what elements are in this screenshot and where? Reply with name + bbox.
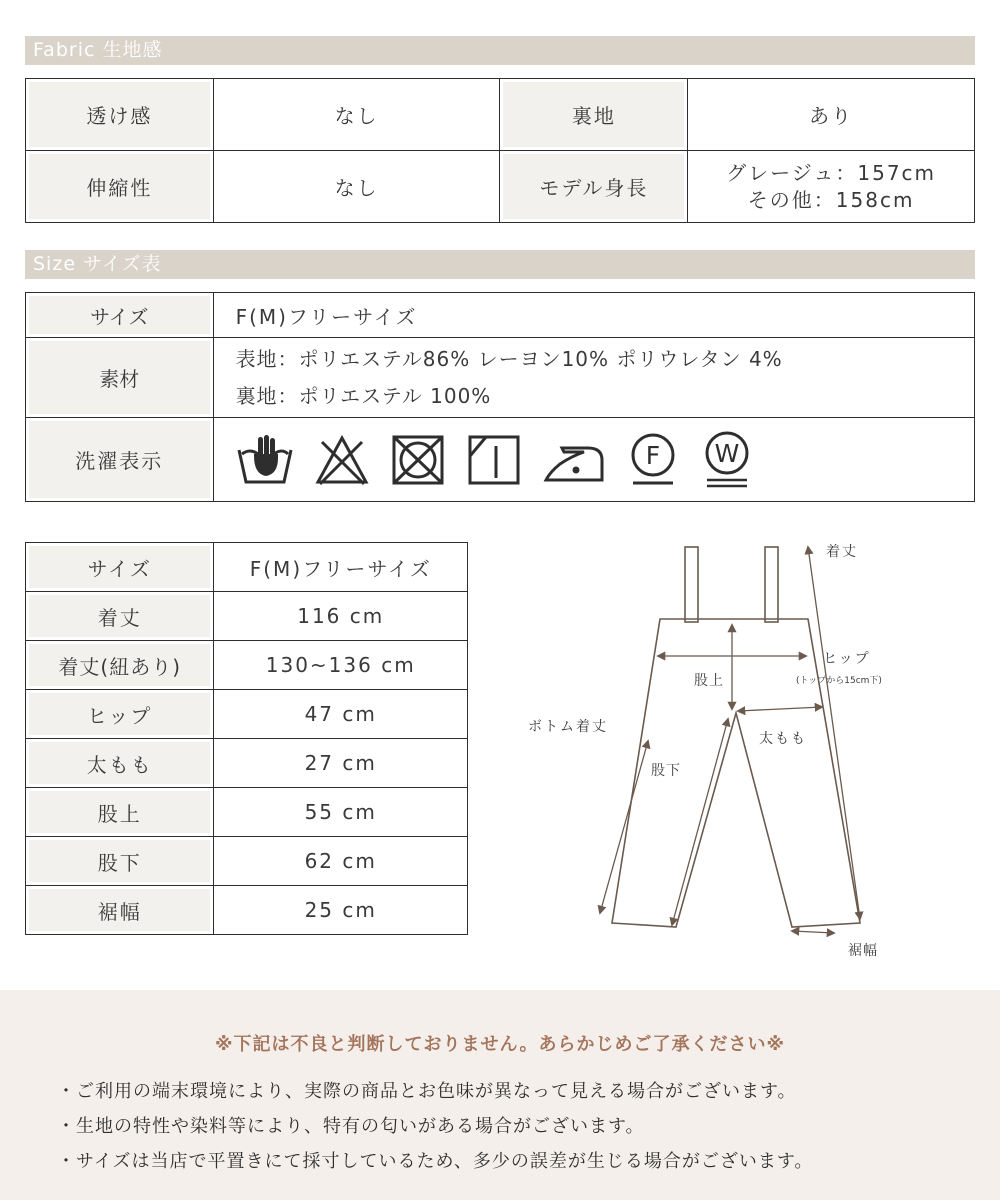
notice-list <box>57 1074 813 1179</box>
hand-wash-icon <box>236 434 294 486</box>
measure-label: 太もも <box>26 739 214 788</box>
notice-panel <box>0 990 1000 1200</box>
diagram-inseam-label: 股下 <box>651 763 681 779</box>
list-item: ・サイズは当店で平置きにて採寸しているため、多少の誤差が生じる場合がございます。 <box>57 1151 814 1172</box>
measure-label: 着丈(紐あり) <box>26 641 214 690</box>
model-height-value <box>688 151 975 223</box>
measure-value: 130~136 cm <box>214 641 468 690</box>
iron-icon <box>542 434 606 486</box>
table-row <box>26 592 468 641</box>
material-lining: 裏地：ポリエステル 100% <box>235 383 492 408</box>
measure-value: 116 cm <box>214 592 468 641</box>
garment-outline <box>612 547 860 927</box>
dry-clean-letter: F <box>645 440 660 470</box>
table-row <box>26 293 975 338</box>
model-height-label: モデル身長 <box>500 151 688 223</box>
size-info-table <box>25 292 975 502</box>
lining-value: あり <box>688 79 975 151</box>
fabric-table <box>25 78 975 223</box>
diagram-hip-label: ヒップ <box>823 651 871 667</box>
wet-clean-letter: W <box>714 438 739 468</box>
size-label: サイズ <box>26 293 214 338</box>
table-row <box>26 338 975 418</box>
garment-diagram <box>500 535 980 975</box>
diagram-rise-label: 股上 <box>694 673 724 689</box>
measure-value: 62 cm <box>214 837 468 886</box>
table-row <box>26 690 468 739</box>
fabric-section-title: Fabric 生地感 <box>25 36 975 65</box>
list-item: ・ご利用の端末環境により、実際の商品とお色味が異なって見える場合がございます。 <box>57 1081 797 1102</box>
table-row <box>26 79 975 151</box>
sheerness-label: 透け感 <box>26 79 214 151</box>
list-item: ・生地の特性や染料等により、特有の匂いがある場合がございます。 <box>57 1116 645 1137</box>
measure-value: 25 cm <box>214 886 468 935</box>
size-value: F(M)フリーサイズ <box>213 293 974 338</box>
measure-header-label: サイズ <box>26 543 214 592</box>
table-row <box>26 788 468 837</box>
measure-value: 27 cm <box>214 739 468 788</box>
measurement-table <box>25 542 468 935</box>
stretch-label: 伸縮性 <box>26 151 214 223</box>
drip-dry-shade-icon <box>466 434 522 486</box>
measure-label: 股下 <box>26 837 214 886</box>
stretch-value: なし <box>213 151 500 223</box>
care-label: 洗濯表示 <box>26 418 214 502</box>
table-row <box>26 837 468 886</box>
measure-arrows <box>600 547 860 933</box>
size-section-title: Size サイズ表 <box>25 250 975 279</box>
model-height-line: グレージュ：157cm <box>726 160 937 185</box>
care-icons <box>236 430 974 490</box>
diagram-length-label: 着丈 <box>826 544 858 560</box>
notice-title: ※下記は不良と判断しておりません。あらかじめご了承ください※ <box>214 1034 786 1055</box>
lining-label: 裏地 <box>500 79 688 151</box>
material-outer: 表地：ポリエステル86% レーヨン10% ポリウレタン 4% <box>235 346 783 371</box>
measure-value: 55 cm <box>214 788 468 837</box>
measure-label: 裾幅 <box>26 886 214 935</box>
diagram-thigh-label: 太もも <box>759 731 807 747</box>
measure-header-value: F(M)フリーサイズ <box>214 543 468 592</box>
measure-label: 股上 <box>26 788 214 837</box>
table-row <box>26 418 975 502</box>
table-row <box>26 739 468 788</box>
measure-label: ヒップ <box>26 690 214 739</box>
dry-clean-icon <box>626 432 680 488</box>
diagram-hip-note: (トップから15cm下) <box>796 676 882 686</box>
sheerness-value: なし <box>213 79 500 151</box>
measure-label: 着丈 <box>26 592 214 641</box>
no-tumble-dry-icon <box>390 434 446 486</box>
table-row <box>26 641 468 690</box>
material-value <box>213 338 974 418</box>
diagram-hem-label: 裾幅 <box>848 943 878 959</box>
table-row <box>26 151 975 223</box>
table-row <box>26 886 468 935</box>
no-bleach-icon <box>314 434 370 486</box>
material-label: 素材 <box>26 338 214 418</box>
table-row <box>26 543 468 592</box>
model-height-line: その他：158cm <box>747 187 915 212</box>
wet-clean-icon <box>700 430 754 490</box>
diagram-bottom-length-label: ボトム着丈 <box>528 719 608 735</box>
measure-value: 47 cm <box>214 690 468 739</box>
care-icons-cell <box>213 418 974 502</box>
